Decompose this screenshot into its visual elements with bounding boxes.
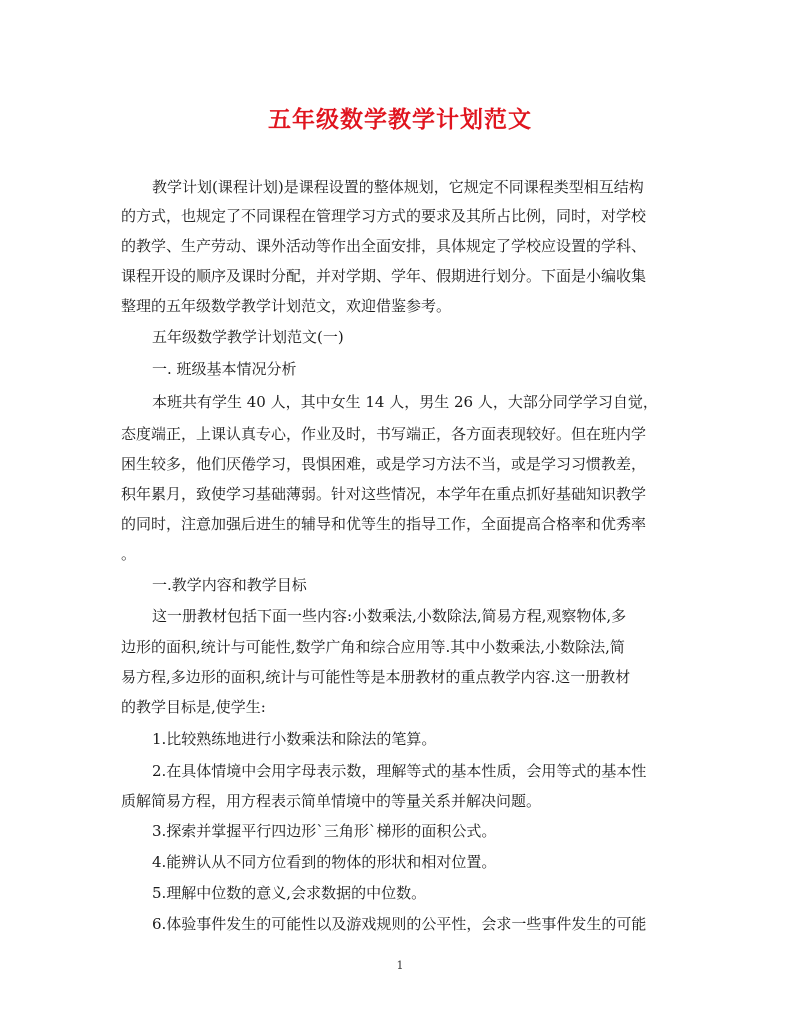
paragraph-line: 的同时，注意加强后进生的辅导和优等生的指导工作，全面提高合格率和优秀率 (121, 515, 647, 533)
paragraph-line: 整理的五年级数学教学计划范文，欢迎借鉴参考。 (121, 297, 452, 315)
list-item: 3.探索并掌握平行四边形`三角形`梯形的面积公式。 (152, 822, 497, 840)
paragraph-line: 困生较多，他们厌倦学习，畏惧困难，或是学习方法不当，或是学习习惯教差， (121, 455, 647, 473)
paragraph-line: 的方式，也规定了不同课程在管理学习方式的要求及其所占比例，同时，对学校 (121, 207, 647, 225)
paragraph-line: 积年累月，致使学习基础薄弱。针对这些情况，本学年在重点抓好基础知识教学 (121, 485, 647, 503)
paragraph-line: 态度端正，上课认真专心，作业及时，书写端正，各方面表现较好。但在班内学 (121, 425, 647, 443)
list-item: 5.理解中位数的意义,会求数据的中位数。 (152, 884, 427, 902)
paragraph-line: 边形的面积,统计与可能性,数学广角和综合应用等.其中小数乘法,小数除法,简 (121, 638, 625, 656)
section-heading: 五年级数学教学计划范文(一) (152, 328, 344, 346)
paragraph-line: 的教学目标是,使学生: (121, 698, 266, 716)
list-item-continuation: 质解简易方程，用方程表示简单情境中的等量关系并解决问题。 (121, 792, 542, 810)
paragraph-line: 本班共有学生 40 人，其中女生 14 人，男生 26 人，大部分同学学习自觉， (152, 393, 658, 411)
section-heading: 一. 班级基本情况分析 (152, 360, 297, 378)
paragraph-line: 课程开设的顺序及课时分配，并对学期、学年、假期进行划分。下面是小编收集 (121, 267, 647, 285)
section-heading: 一.教学内容和教学目标 (152, 576, 307, 594)
paragraph-line: 。 (121, 545, 137, 563)
paragraph-line: 易方程,多边形的面积,统计与可能性等是本册教材的重点教学内容.这一册教材 (121, 668, 631, 686)
list-item: 4.能辨认从不同方位看到的物体的形状和相对位置。 (152, 853, 497, 871)
page-number: 1 (396, 959, 404, 972)
list-item: 6.体验事件发生的可能性以及游戏规则的公平性，会求一些事件发生的可能 (152, 915, 647, 933)
list-item: 2.在具体情境中会用字母表示数，理解等式的基本性质，会用等式的基本性 (152, 762, 647, 780)
paragraph-line: 的教学、生产劳动、课外活动等作出全面安排，具体规定了学校应设置的学科、 (121, 237, 647, 255)
paragraph-line: 这一册教材包括下面一些内容:小数乘法,小数除法,简易方程,观察物体,多 (152, 607, 627, 625)
list-item: 1.比较熟练地进行小数乘法和除法的笔算。 (152, 730, 437, 748)
document-title: 五年级数学教学计划范文 (268, 106, 532, 133)
paragraph-line: 教学计划(课程计划)是课程设置的整体规划，它规定不同课程类型相互结构 (152, 178, 644, 196)
